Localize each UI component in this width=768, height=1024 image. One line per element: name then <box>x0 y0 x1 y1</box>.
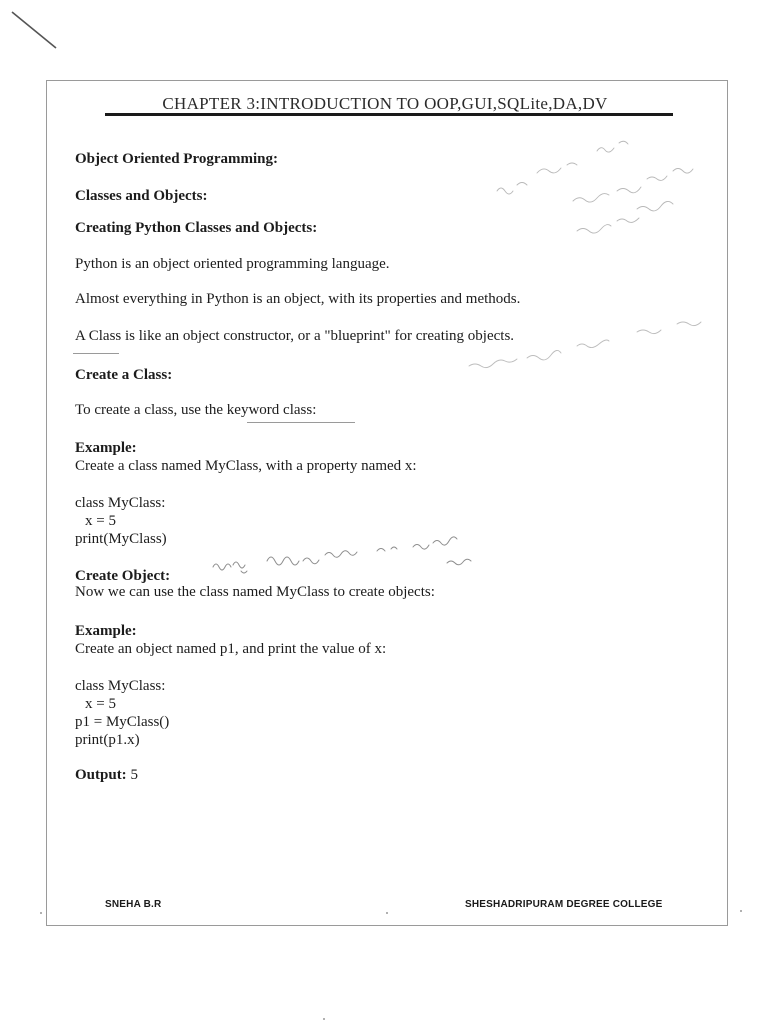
code-line: class MyClass: <box>75 495 166 511</box>
chapter-title: CHAPTER 3:INTRODUCTION TO OOP,GUI,SQLite,DA,DV <box>162 94 608 113</box>
example-1-label: Example: <box>75 440 137 456</box>
paper-speck <box>740 910 742 912</box>
heading-creating: Creating Python Classes and Objects: <box>75 220 318 236</box>
output-line <box>75 767 138 784</box>
underline-mark <box>247 422 355 423</box>
code-line: class MyClass: <box>75 678 166 694</box>
paragraph-1: Python is an object oriented programming language. <box>75 256 390 272</box>
handwritten-annotation <box>467 306 727 371</box>
heading-create-object: Create Object: <box>75 568 171 584</box>
paper-speck <box>323 1018 325 1020</box>
handwritten-annotation <box>477 121 727 251</box>
code-line: x = 5 <box>85 513 116 529</box>
example-1-description: Create a class named MyClass, with a property named x: <box>75 458 417 474</box>
title-rule <box>105 113 673 116</box>
paper-speck <box>386 912 388 914</box>
paragraph-3: A Class is like an object constructor, or a "blueprint" for creating objects. <box>75 328 515 344</box>
code-line: print(MyClass) <box>75 531 167 547</box>
paragraph-2: Almost everything in Python is an object, with its properties and methods. <box>75 291 521 307</box>
heading-create-class: Create a Class: <box>75 367 173 383</box>
code-line: print(p1.x) <box>75 732 140 748</box>
underline-mark <box>73 353 119 354</box>
example-2-label: Example: <box>75 623 137 639</box>
code-line: p1 = MyClass() <box>75 714 170 730</box>
handwritten-annotation <box>207 521 517 581</box>
heading-oop: Object Oriented Programming: <box>75 151 279 167</box>
corner-mark <box>8 8 68 58</box>
output-value: 5 <box>130 767 138 783</box>
footer-college: SHESHADRIPURAM DEGREE COLLEGE <box>465 899 663 910</box>
code-line: x = 5 <box>85 696 116 712</box>
example-2-description: Create an object named p1, and print the value of x: <box>75 641 387 657</box>
paragraph-4: To create a class, use the keyword class: <box>75 402 317 418</box>
footer-author: SNEHA B.R <box>105 899 162 910</box>
document-page <box>46 80 728 926</box>
output-label: Output: <box>75 767 127 783</box>
paragraph-5: Now we can use the class named MyClass to create objects: <box>75 584 435 600</box>
paper-speck <box>40 912 42 914</box>
heading-classes: Classes and Objects: <box>75 188 208 204</box>
